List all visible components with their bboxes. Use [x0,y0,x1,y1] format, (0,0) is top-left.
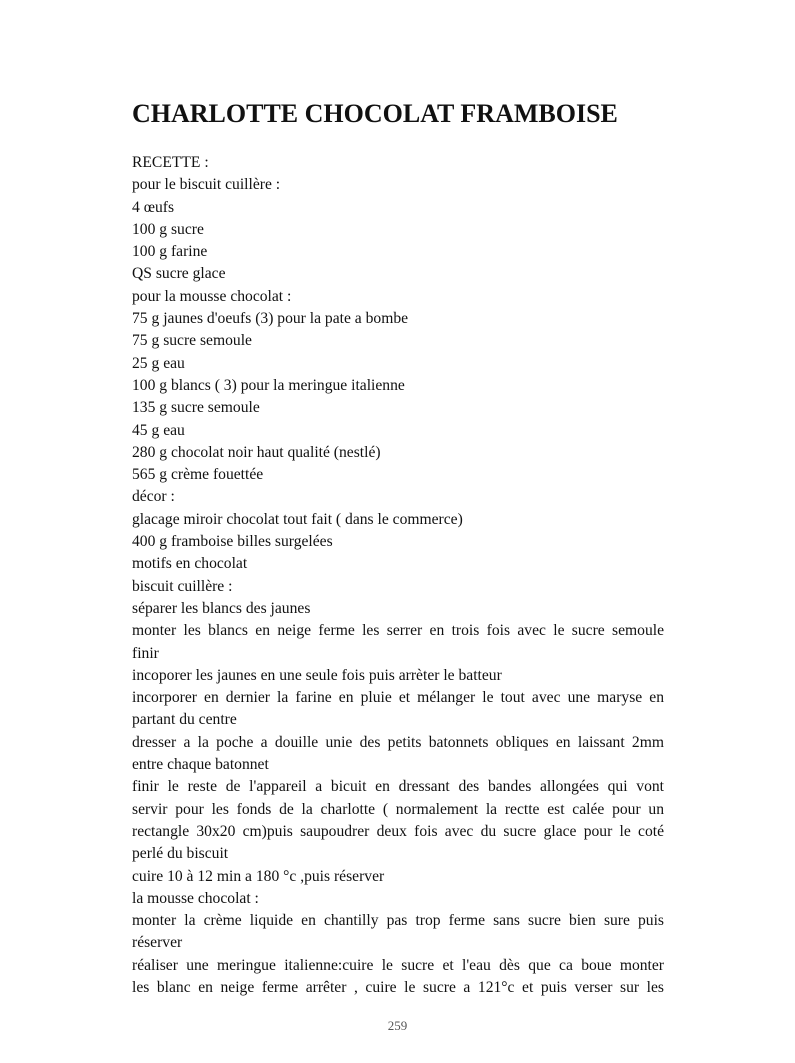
text-line: dresser a la poche a douille unie des petits batonnets obliques en laissant 2mm [132,733,664,751]
text-line: rectangle 30x20 cm)puis saupoudrer deux fois avec du sucre glace pour le coté [132,822,664,840]
text-line: cuire 10 à 12 min a 180 °c ,puis réserver [132,867,385,885]
text-line: incorporer en dernier la farine en pluie et mélanger le tout avec une maryse en [132,689,664,707]
text-line: pour la mousse chocolat : [132,287,292,305]
text-line: entre chaque batonnet [132,756,269,774]
text-line: finir [132,644,159,662]
text-line: la mousse chocolat : [132,889,259,907]
text-line: décor : [132,488,175,506]
text-line: 100 g blancs ( 3) pour la meringue italienne [132,376,405,394]
text-line: incoporer les jaunes en une seule fois puis arrèter le batteur [132,666,502,684]
text-line: 4 œufs [132,198,175,216]
text-line: biscuit cuillère : [132,577,233,595]
text-line: les blanc en neige ferme arrêter , cuire le sucre a 121°c et puis verser sur les [132,978,664,996]
text-line: partant du centre [132,711,237,729]
text-line: pour le biscuit cuillère : [132,176,281,194]
text-line: QS sucre glace [132,265,226,283]
text-line: 135 g sucre semoule [132,399,260,417]
text-line: monter la crème liquide en chantilly pas trop ferme sans sucre bien sure puis [132,912,664,930]
text-line: 565 g crème fouettée [132,466,264,484]
text-line: 280 g chocolat noir haut qualité (nestlé) [132,443,381,461]
text-line: motifs en chocolat [132,555,248,573]
text-line: 75 g jaunes d'oeufs (3) pour la pate a bombe [132,310,409,328]
text-line: 75 g sucre semoule [132,332,252,350]
text-line: 25 g eau [132,354,185,372]
text-line: 45 g eau [132,421,185,439]
text-line: séparer les blancs des jaunes [132,599,311,617]
page-number: 259 [387,1018,408,1033]
text-line: perlé du biscuit [132,845,229,863]
text-line: glacage miroir chocolat tout fait ( dans le commerce) [132,510,463,528]
text-line: réserver [132,934,183,952]
text-line: 100 g farine [132,243,208,261]
text-line: réaliser une meringue italienne:cuire le sucre et l'eau dès que ca boue monter [132,956,664,974]
text-line: RECETTE : [132,154,209,171]
text-line: 400 g framboise billes surgelées [132,533,333,551]
text-line: monter les blancs en neige ferme les serrer en trois fois avec le sucre semoule [132,622,664,640]
text-line: servir pour les fonds de la charlotte ( normalement la rectte est calée pour un [132,800,664,818]
recipe-title: CHARLOTTE CHOCOLAT FRAMBOISE [132,99,618,128]
text-line: finir le reste de l'appareil a bicuit en dressant des bandes allongées qui vont [132,778,664,796]
recipe-body [132,152,664,999]
text-line: 100 g sucre [132,220,204,238]
